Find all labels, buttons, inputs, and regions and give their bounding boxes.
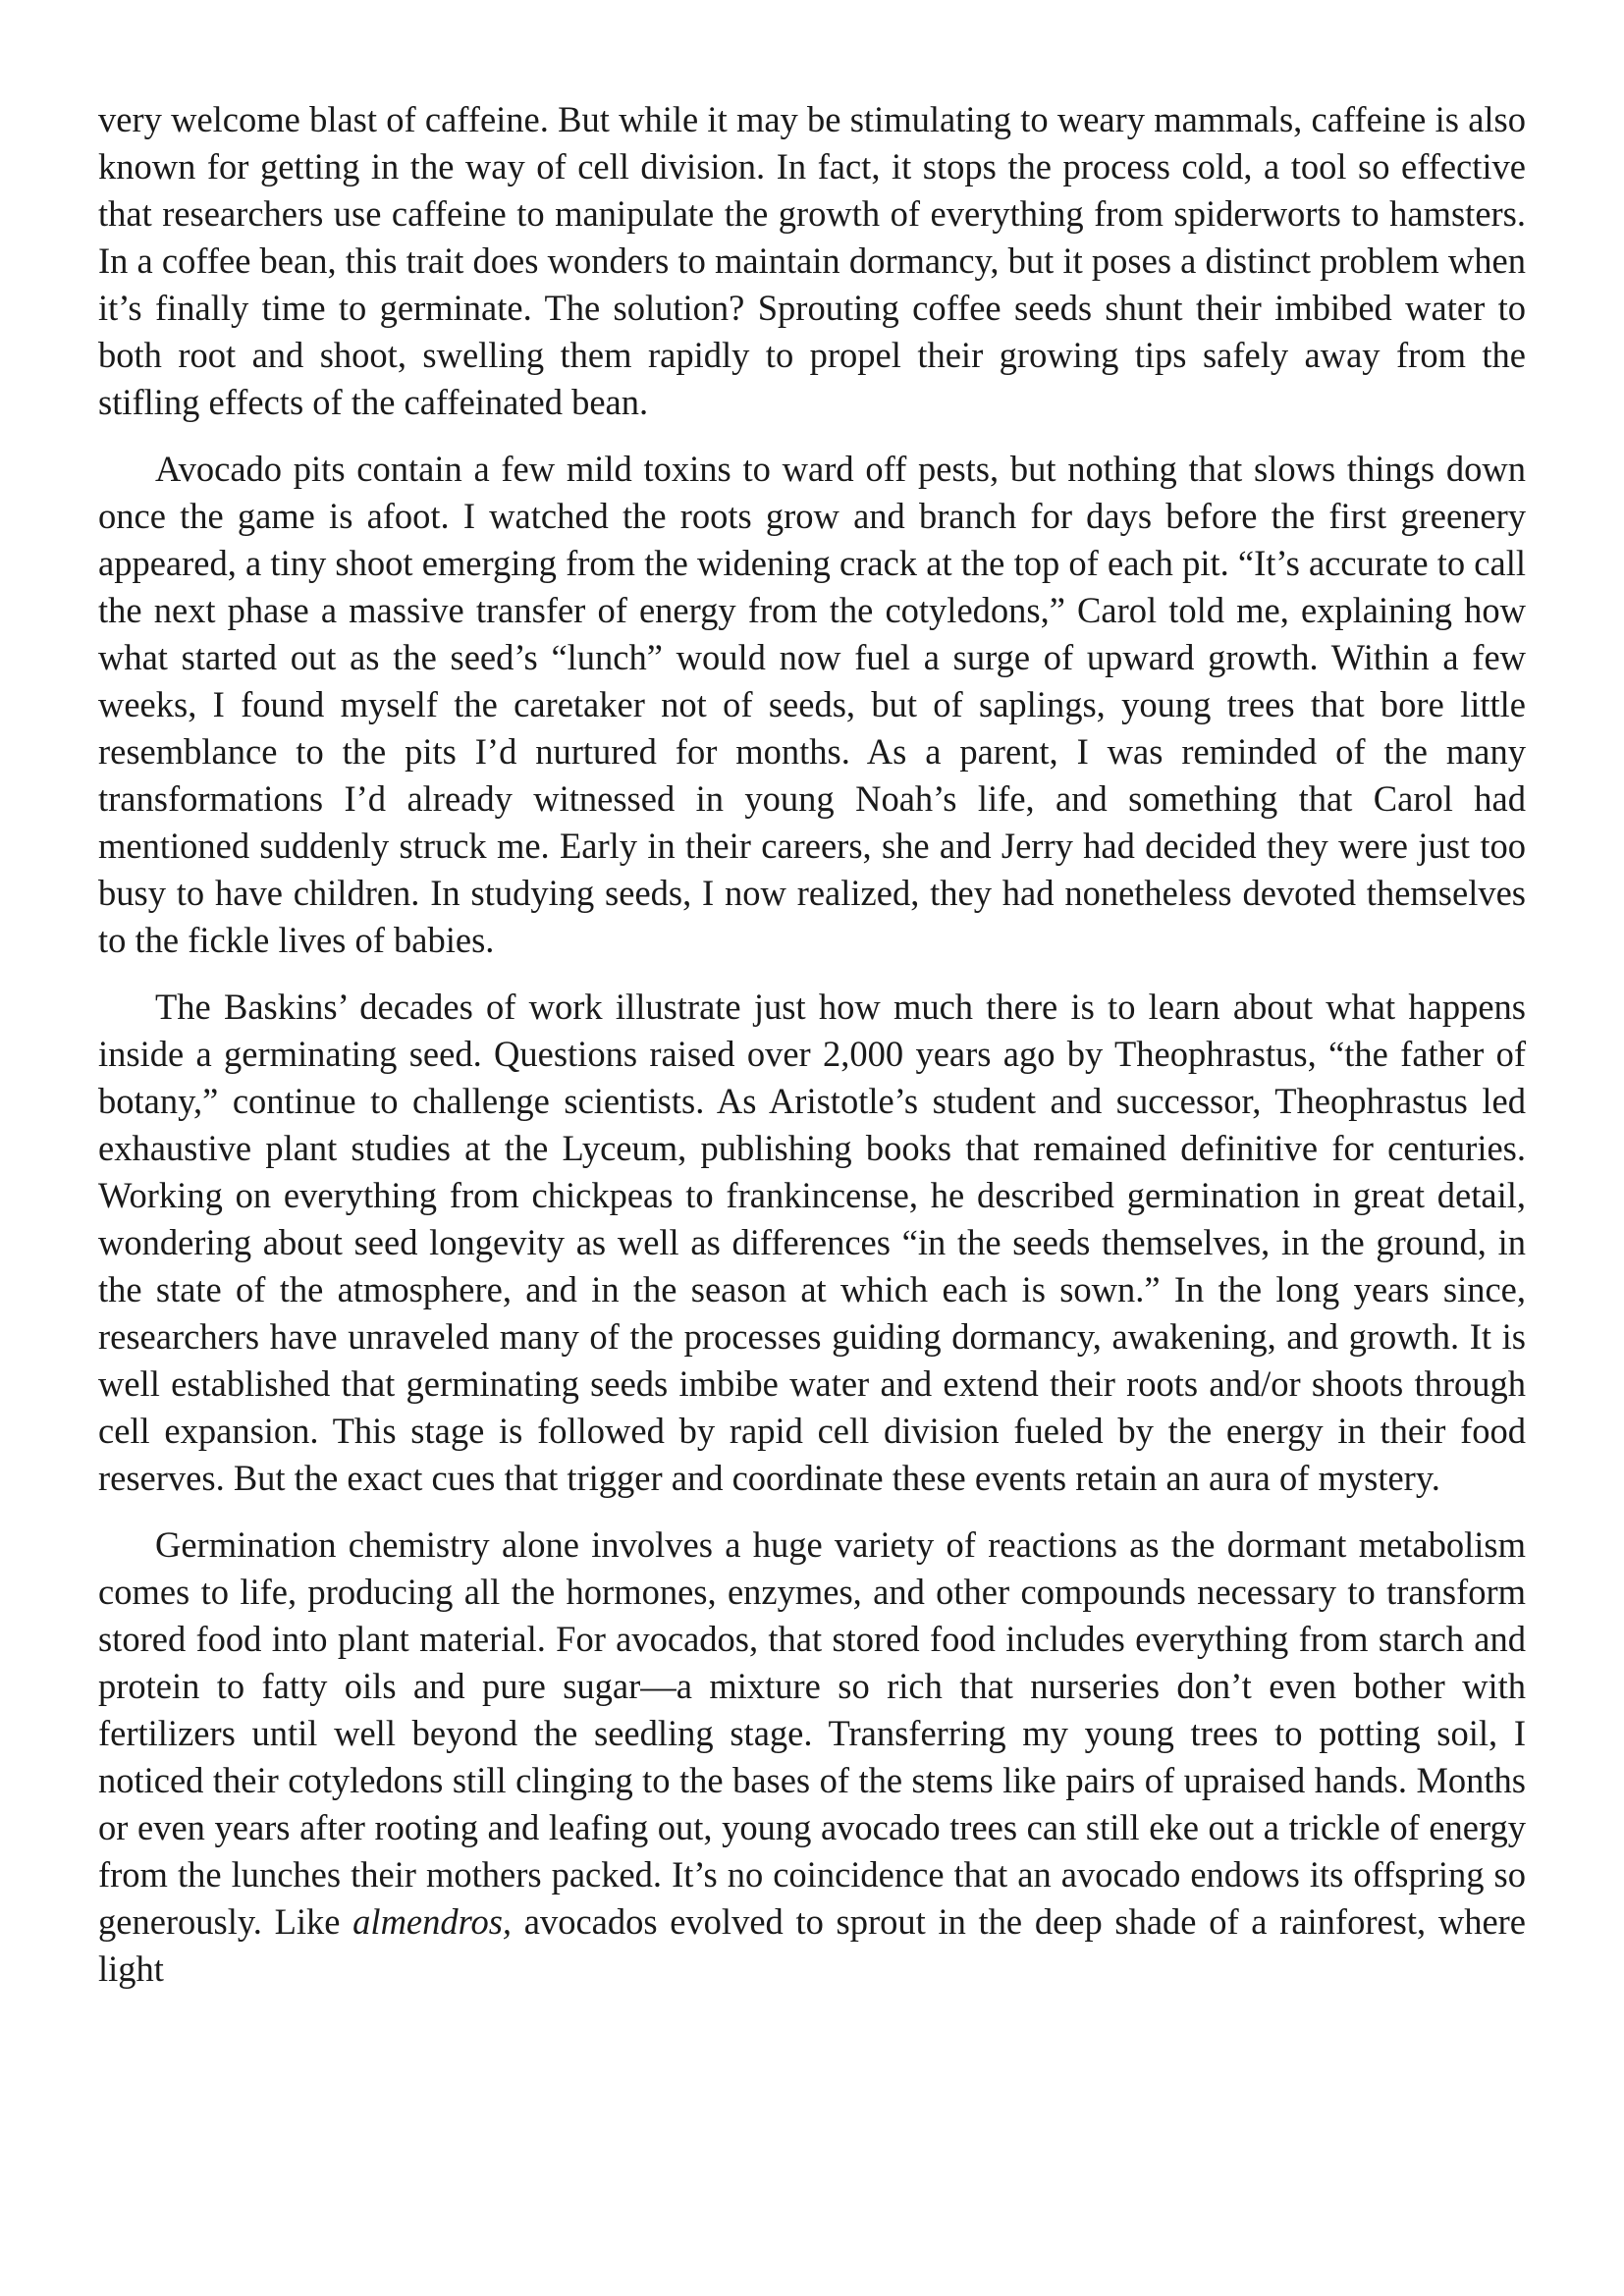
- paragraph-4-text-start: Germination chemistry alone involves a huge variety of reactions as the dormant metabolism comes to life, producing all the hormones, enzymes, and other compounds necessary to transform stored food into plant material. For avocados, that stored food includes everything from starch and protein to fatty oils and pure sugar—a mixture so rich that nurseries don’t even bother with fertilizers until well beyond the seedling stage. Transferring my young trees to potting soil, I noticed their cotyledons still clinging to the bases of the stems like pairs of upraised hands. Months or even years after rooting and leafing out, young avocado trees can still eke out a trickle of energy from the lunches their mothers packed. It’s no coincidence that an avocado endows its offspring so generously. Like: [98, 1524, 1526, 1942]
- page-body: [98, 96, 1526, 2012]
- paragraph-4-text-end: avocados evolved to sprout in the deep shade of a rainforest, where light: [98, 1901, 1526, 1989]
- italic-term-almendros: almendros,: [352, 1901, 513, 1942]
- paragraph-1: very welcome blast of caffeine. But while it may be stimulating to weary mammals, caffeine is also known for getting in the way of cell division. In fact, it stops the process cold, a tool so effective that researchers use caffeine to manipulate the growth of everything from spiderworts to hamsters. In a coffee bean, this trait does wonders to maintain dormancy, but it poses a distinct problem when it’s finally time to germinate. The solution? Sprouting coffee seeds shunt their imbibed water to both root and shoot, swelling them rapidly to propel their growing tips safely away from the stifling effects of the caffeinated bean.: [98, 99, 1526, 422]
- paragraph-2: Avocado pits contain a few mild toxins to ward off pests, but nothing that slows things down once the game is afoot. I watched the roots grow and branch for days before the first greenery appeared, a tiny shoot emerging from the widening crack at the top of each pit. “It’s accurate to call the next phase a massive transfer of energy from the cotyledons,” Carol told me, explaining how what started out as the seed’s “lunch” would now fuel a surge of upward growth. Within a few weeks, I found myself the caretaker not of seeds, but of saplings, young trees that bore little resemblance to the pits I’d nurtured for months. As a parent, I was reminded of the many transformations I’d already witnessed in young Noah’s life, and something that Carol had mentioned suddenly struck me. Early in their careers, she and Jerry had decided they were just too busy to have children. In studying seeds, I now realized, they had nonetheless devoted themselves to the fickle lives of babies.: [98, 449, 1526, 960]
- paragraph-4: [98, 1522, 1526, 1993]
- paragraph-3: The Baskins’ decades of work illustrate just how much there is to learn about what happens inside a germinating seed. Questions raised over 2,000 years ago by Theophrastus, “the father of botany,” continue to challenge scientists. As Aristotle’s student and successor, Theophrastus led exhaustive plant studies at the Lyceum, publishing books that remained definitive for centuries. Working on everything from chickpeas to frankincense, he described germination in great detail, wondering about seed longevity as well as differences “in the seeds themselves, in the ground, in the state of the atmosphere, and in the season at which each is sown.” In the long years since, researchers have unraveled many of the processes guiding dormancy, awakening, and growth. It is well established that germinating seeds imbibe water and extend their roots and/or shoots through cell expansion. This stage is followed by rapid cell division fueled by the energy in their food reserves. But the exact cues that trigger and coordinate these events retain an aura of mystery.: [98, 987, 1526, 1498]
